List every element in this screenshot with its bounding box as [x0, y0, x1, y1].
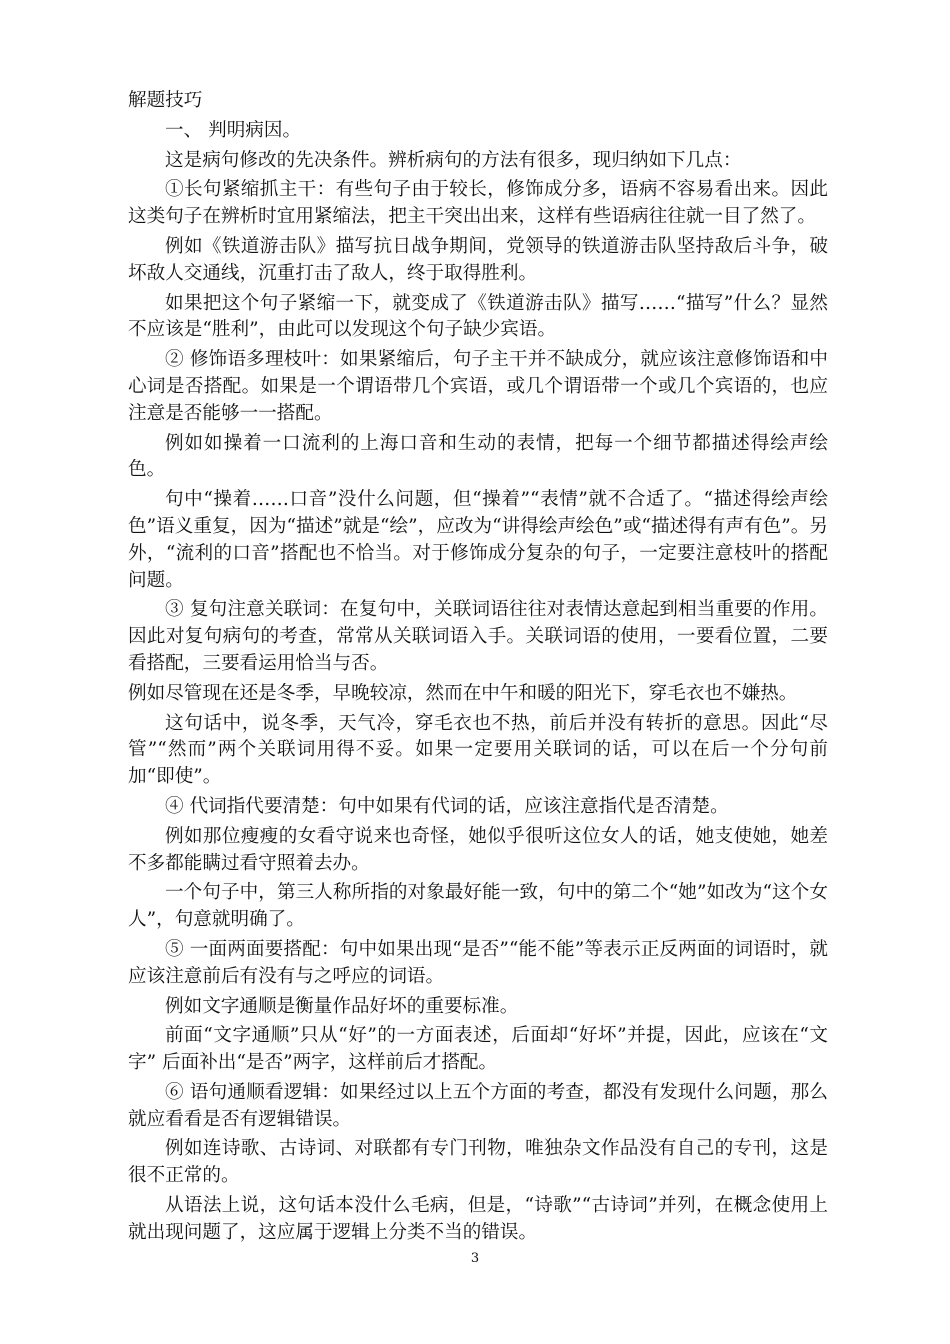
paragraph: 例如尽管现在还是冬季，早晚较凉，然而在中午和暖的阳光下，穿毛衣也不嫌热。	[128, 682, 798, 704]
paragraph: ①长句紧缩抓主干：有些句子由于较长，修饰成分多，语病不容易看出来。因此这类句子在辨析时宜用紧缩法，把主干突出出来，这样有些语病往往就一目了然了。	[128, 179, 828, 228]
paragraph: ⑥ 语句通顺看逻辑：如果经过以上五个方面的考查，都没有发现什么问题，那么就应看看是否有逻辑错误。	[128, 1081, 828, 1130]
paragraph: 从语法上说，这句话本没什么毛病，但是，“诗歌”“古诗词”并列，在概念使用上就出现问题了，这应属于逻辑上分类不当的错误。	[128, 1195, 828, 1243]
paragraph: 例如文字通顺是衡量作品好坏的重要标准。	[165, 995, 519, 1017]
paragraph: 例如如操着一口流利的上海口音和生动的表情，把每一个细节都描述得绘声绘色。	[128, 432, 828, 481]
paragraph: ② 修饰语多理枝叶：如果紧缩后，句子主干并不缺成分，就应该注意修饰语和中心词是否搭配。如果是一个谓语带几个宾语，或几个谓语带一个或几个宾语的，也应注意是否能够一一搭配。	[128, 349, 828, 424]
document-body	[128, 88, 828, 1250]
paragraph: 例如那位瘦瘦的女看守说来也奇怪，她似乎很听这位女人的话，她支使她，她差不多都能瞒过看守照着去办。	[128, 825, 828, 874]
page-heading: 解题技巧	[128, 90, 203, 111]
paragraph: 前面“文字通顺”只从“好”的一方面表述，后面却“好坏”并提，因此，应该在“文字” 后面补出“是否”两字，这样前后才搭配。	[128, 1025, 828, 1074]
page-number: 3	[470, 1251, 480, 1266]
paragraph: 句中“操着……口音”没什么问题，但“操着”“表情”就不合适了。“描述得绘声绘色”语义重复，因为“描述”就是“绘”，应改为“讲得绘声绘色”或“描述得有声有色”。另外，“流利的口音”搭配也不恰当。对于修饰成分复杂的句子，一定要注意枝叶的搭配问题。	[128, 489, 828, 591]
paragraph: 如果把这个句子紧缩一下，就变成了《铁道游击队》描写……“描写”什么？显然不应该是“胜利”，由此可以发现这个句子缺少宾语。	[128, 292, 828, 341]
paragraph: 一个句子中，第三人称所指的对象最好能一致，句中的第二个“她”如改为“这个女人”，句意就明确了。	[128, 882, 828, 931]
paragraph: ④ 代词指代要清楚：句中如果有代词的话，应该注意指代是否清楚。	[165, 795, 729, 817]
paragraph: ⑤ 一面两面要搭配：句中如果出现“是否”“能不能”等表示正反两面的词语时，就应该注意前后有没有与之呼应的词语。	[128, 938, 828, 987]
paragraph: 例如连诗歌、古诗词、对联都有专门刊物，唯独杂文作品没有自己的专刊，这是很不正常的。	[128, 1138, 828, 1187]
paragraph-list	[128, 118, 828, 1247]
paragraph: 这是病句修改的先决条件。辨析病句的方法有很多，现归纳如下几点：	[165, 149, 742, 171]
paragraph: 例如《铁道游击队》描写抗日战争期间，党领导的铁道游击队坚持敌后斗争，破坏敌人交通线，沉重打击了敌人，终于取得胜利。	[128, 235, 828, 284]
paragraph: ③ 复句注意关联词：在复句中，关联词语往往对表情达意起到相当重要的作用。因此对复句病句的考查，常常从关联词语入手。关联词语的使用，一要看位置，二要看搭配，三要看运用恰当与否。	[128, 599, 828, 674]
paragraph: 一、 判明病因。	[165, 119, 302, 141]
paragraph: 这句话中，说冬季，天气冷，穿毛衣也不热，前后并没有转折的意思。因此“尽管”“然而”两个关联词用得不妥。如果一定要用关联词的话，可以在后一个分句前加“即使”。	[128, 712, 828, 788]
